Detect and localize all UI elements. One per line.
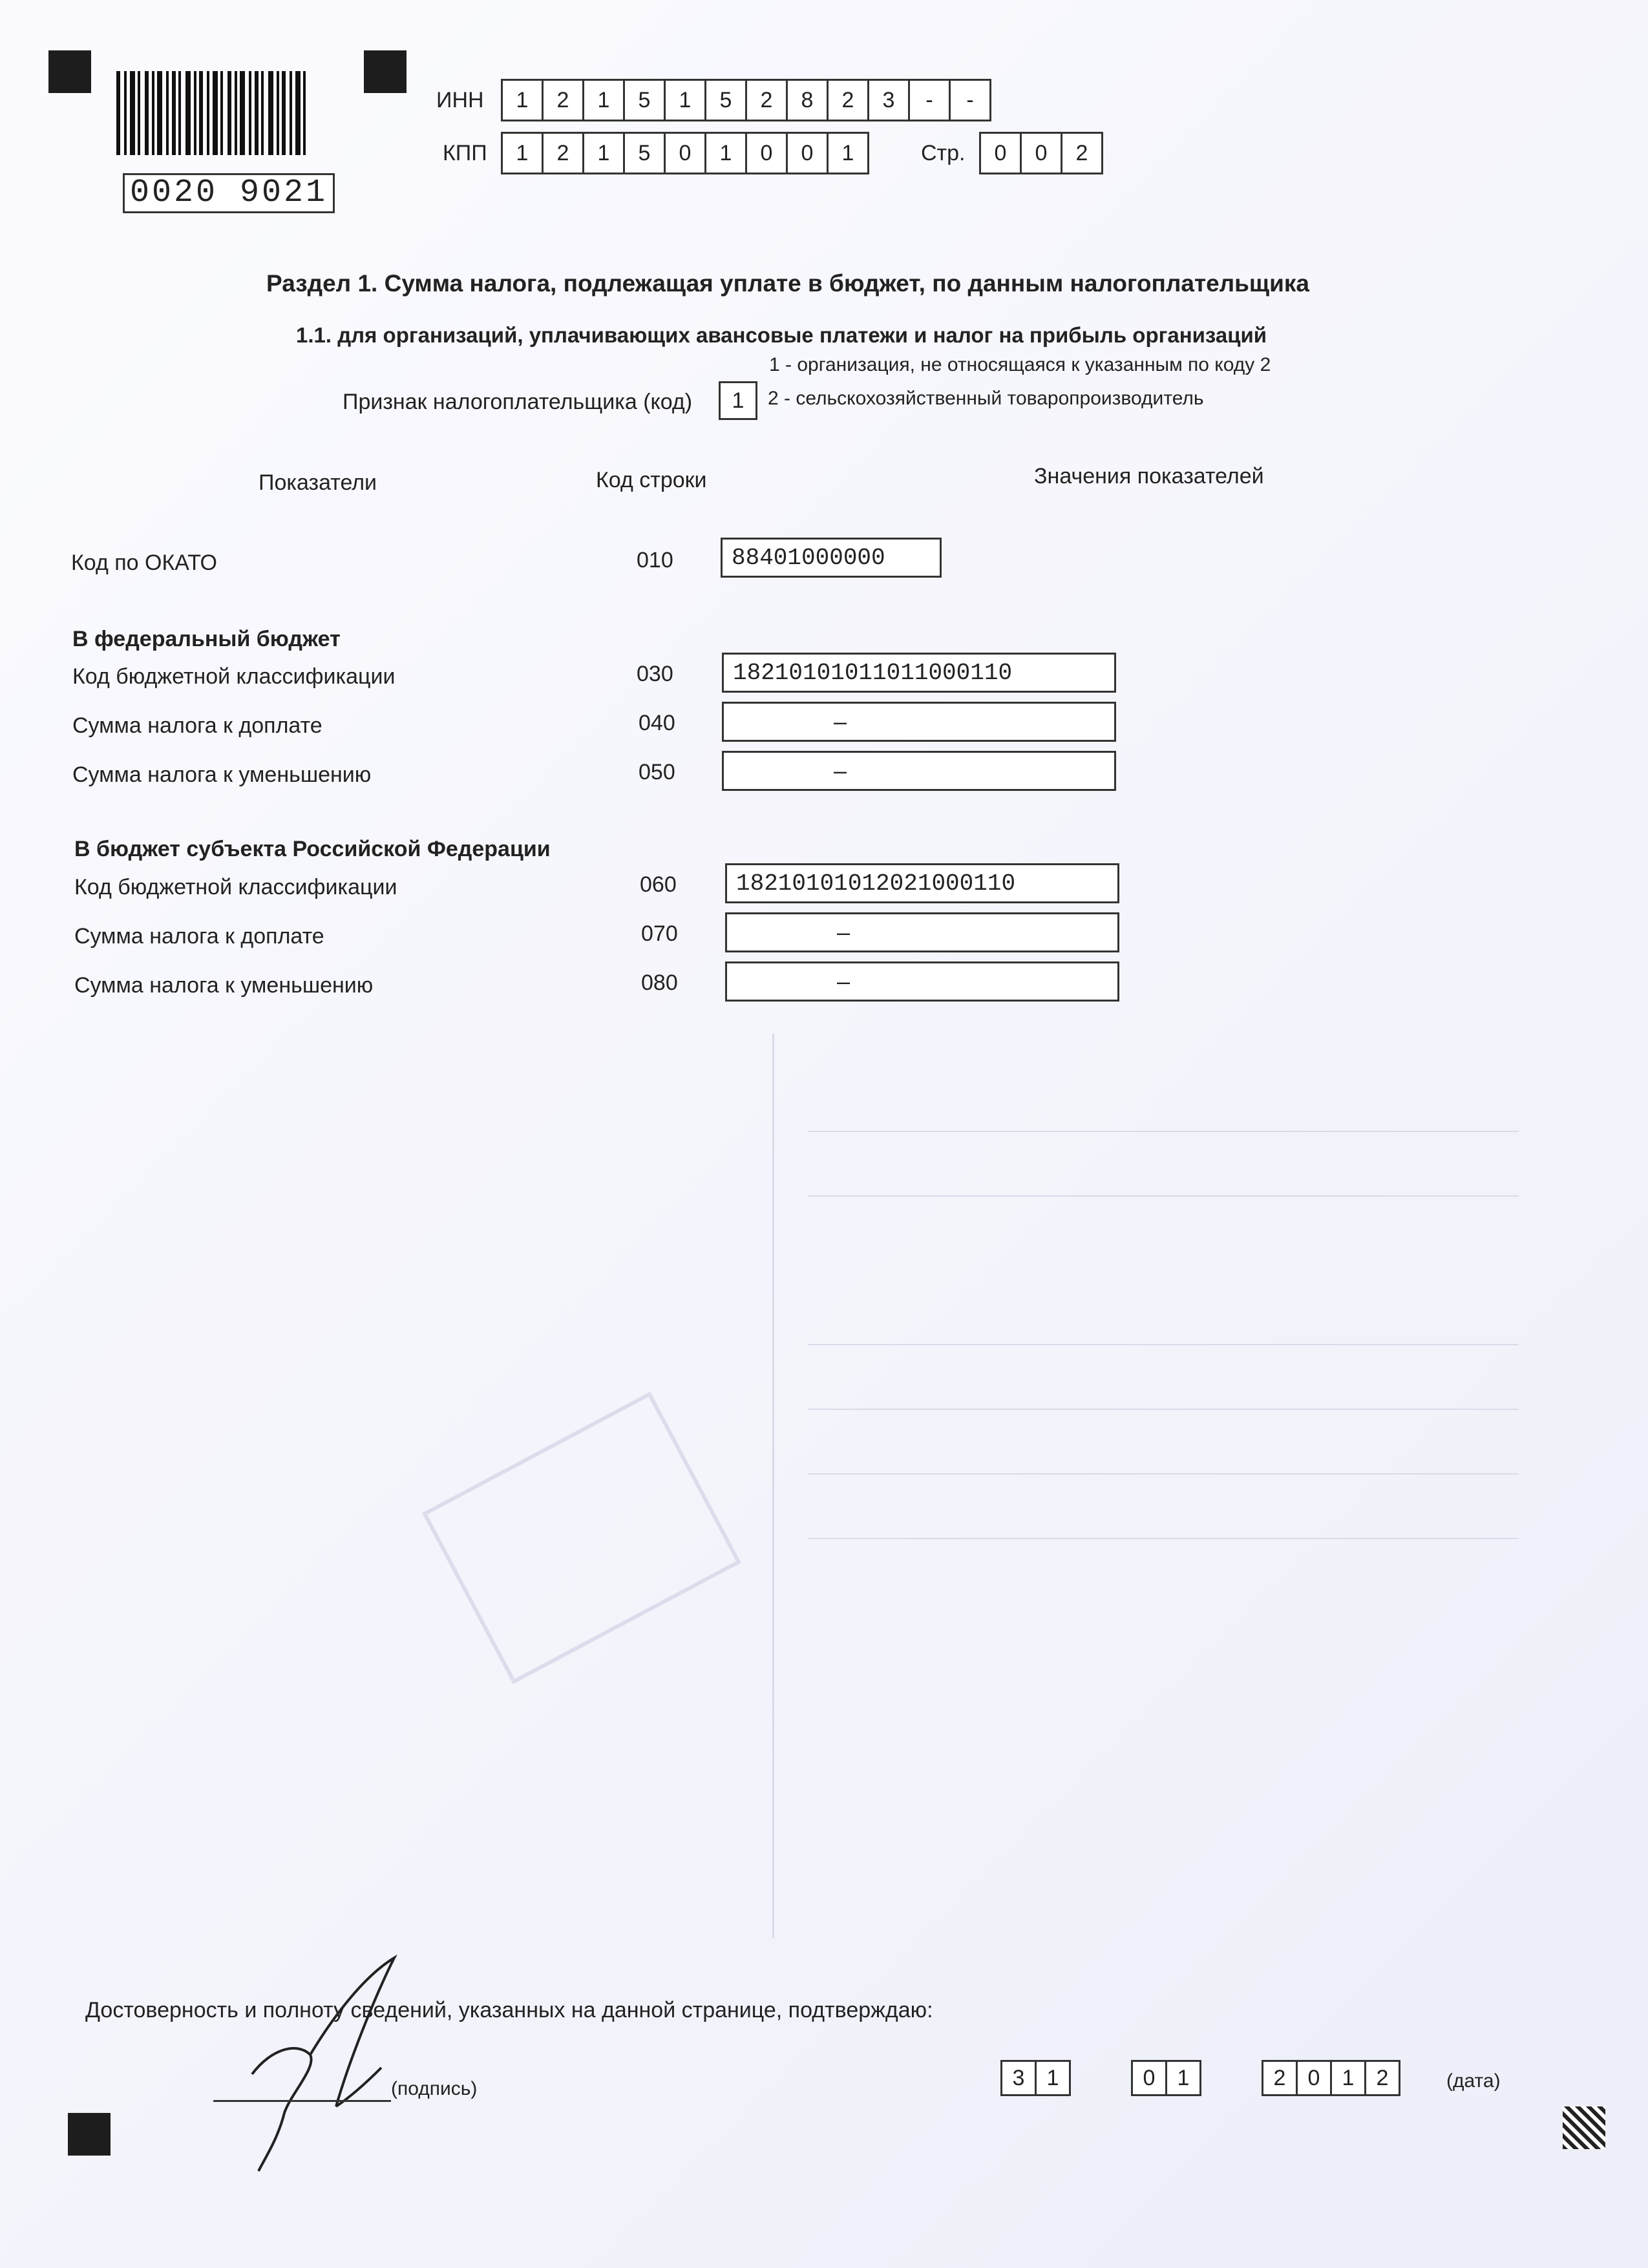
inn-cells [501, 79, 991, 121]
ghost-line [808, 1409, 1519, 1410]
federal-heading: В федеральный бюджет [72, 627, 341, 651]
taxpayer-option-2: 2 - сельскохозяйственный товаропроизводитель [768, 388, 1204, 409]
column-values: Значения показателей [1034, 464, 1264, 488]
inn-digit-0[interactable]: 1 [501, 79, 544, 121]
ghost-line [808, 1538, 1519, 1539]
corner-marker-top-right [364, 50, 407, 93]
inn-digit-11[interactable]: - [949, 79, 991, 121]
page-label: Стр. [921, 141, 966, 165]
date-year-digit-0[interactable]: 2 [1262, 2060, 1298, 2096]
date-year-digit-3[interactable]: 2 [1364, 2060, 1400, 2096]
regional-pay-code: 070 [641, 921, 678, 946]
inn-digit-10[interactable]: - [908, 79, 951, 121]
regional-decrease-label: Сумма налога к уменьшению [74, 973, 374, 998]
section-subtitle: 1.1. для организаций, уплачивающих авансовые платежи и налог на прибыль организаций [296, 323, 1267, 347]
date-month-digit-1[interactable]: 1 [1165, 2060, 1201, 2096]
kpp-digit-8[interactable]: 1 [827, 132, 869, 174]
signature-image [213, 1945, 420, 2178]
page-number-cells [979, 132, 1103, 174]
corner-marker-bottom-left [68, 2113, 111, 2156]
kpp-digit-1[interactable]: 2 [542, 132, 584, 174]
confirm-text: Достоверность и полноту сведений, указанных на данной странице, подтверждаю: [85, 1998, 933, 2022]
date-year-digit-1[interactable]: 0 [1296, 2060, 1332, 2096]
ghost-line [808, 1344, 1519, 1345]
federal-decrease-field[interactable]: – [722, 751, 1116, 791]
kpp-digit-4[interactable]: 0 [664, 132, 706, 174]
regional-kbk-field[interactable]: 18210101012021000110 [725, 863, 1119, 903]
federal-pay-label: Сумма налога к доплате [72, 713, 322, 738]
inn-digit-4[interactable]: 1 [664, 79, 706, 121]
ghost-line [808, 1195, 1519, 1197]
qr-code-icon [1563, 2106, 1605, 2149]
federal-kbk-label: Код бюджетной классификации [72, 664, 396, 689]
ghost-stamp [422, 1392, 741, 1685]
date-month-digit-0[interactable]: 0 [1131, 2060, 1167, 2096]
inn-digit-3[interactable]: 5 [623, 79, 666, 121]
date-day-digit-1[interactable]: 1 [1035, 2060, 1071, 2096]
regional-pay-label: Сумма налога к доплате [74, 924, 324, 949]
section-title: Раздел 1. Сумма налога, подлежащая уплате в бюджет, по данным налогоплательщика [266, 270, 1309, 297]
regional-pay-field[interactable]: – [725, 912, 1119, 952]
kpp-cells [501, 132, 869, 174]
inn-digit-9[interactable]: 3 [867, 79, 910, 121]
kpp-digit-3[interactable]: 5 [623, 132, 666, 174]
kpp-label: КПП [443, 141, 487, 165]
kpp-digit-2[interactable]: 1 [582, 132, 625, 174]
federal-pay-code: 040 [639, 711, 675, 735]
kpp-digit-5[interactable]: 1 [704, 132, 747, 174]
federal-decrease-code: 050 [639, 760, 675, 784]
page-digit-2[interactable]: 2 [1061, 132, 1103, 174]
signature-line [213, 2100, 391, 2102]
barcode-number: 0020 9021 [123, 173, 335, 213]
taxpayer-label: Признак налогоплательщика (код) [343, 390, 693, 414]
date-year-cells [1262, 2060, 1400, 2096]
federal-kbk-code: 030 [637, 662, 673, 686]
inn-digit-2[interactable]: 1 [582, 79, 625, 121]
date-day-cells [1000, 2060, 1071, 2096]
signature-label: (подпись) [391, 2078, 478, 2099]
date-day-digit-0[interactable]: 3 [1000, 2060, 1037, 2096]
corner-marker-top-left [48, 50, 91, 93]
inn-digit-5[interactable]: 5 [704, 79, 747, 121]
kpp-digit-0[interactable]: 1 [501, 132, 544, 174]
inn-digit-1[interactable]: 2 [542, 79, 584, 121]
taxpayer-code-value: 1 [719, 381, 757, 420]
regional-decrease-code: 080 [641, 971, 678, 995]
okato-label: Код по ОКАТО [71, 551, 217, 575]
ghost-line [808, 1131, 1519, 1132]
regional-heading: В бюджет субъекта Российской Федерации [74, 837, 551, 861]
page-digit-0[interactable]: 0 [979, 132, 1022, 174]
ghost-line [808, 1473, 1519, 1475]
regional-kbk-code: 060 [640, 872, 677, 897]
federal-pay-field[interactable]: – [722, 702, 1116, 742]
column-indicators: Показатели [259, 470, 377, 495]
taxpayer-option-1: 1 - организация, не относящаяся к указанным по коду 2 [769, 354, 1271, 375]
kpp-digit-7[interactable]: 0 [786, 132, 829, 174]
taxpayer-code-cell [719, 381, 757, 420]
regional-decrease-field[interactable]: – [725, 961, 1119, 1002]
kpp-digit-6[interactable]: 0 [745, 132, 788, 174]
regional-kbk-label: Код бюджетной классификации [74, 875, 397, 899]
inn-digit-8[interactable]: 2 [827, 79, 869, 121]
inn-digit-6[interactable]: 2 [745, 79, 788, 121]
federal-decrease-label: Сумма налога к уменьшению [72, 762, 372, 787]
inn-digit-7[interactable]: 8 [786, 79, 829, 121]
federal-kbk-field[interactable]: 18210101011011000110 [722, 653, 1116, 693]
inn-label: ИНН [436, 88, 484, 112]
ghost-line [772, 1034, 774, 1938]
okato-code: 010 [637, 548, 673, 572]
column-line-code: Код строки [596, 468, 707, 492]
page-digit-1[interactable]: 0 [1020, 132, 1062, 174]
barcode [116, 71, 339, 155]
date-label: (дата) [1446, 2070, 1501, 2092]
date-month-cells [1131, 2060, 1201, 2096]
okato-field[interactable]: 88401000000 [721, 538, 942, 578]
date-year-digit-2[interactable]: 1 [1330, 2060, 1366, 2096]
